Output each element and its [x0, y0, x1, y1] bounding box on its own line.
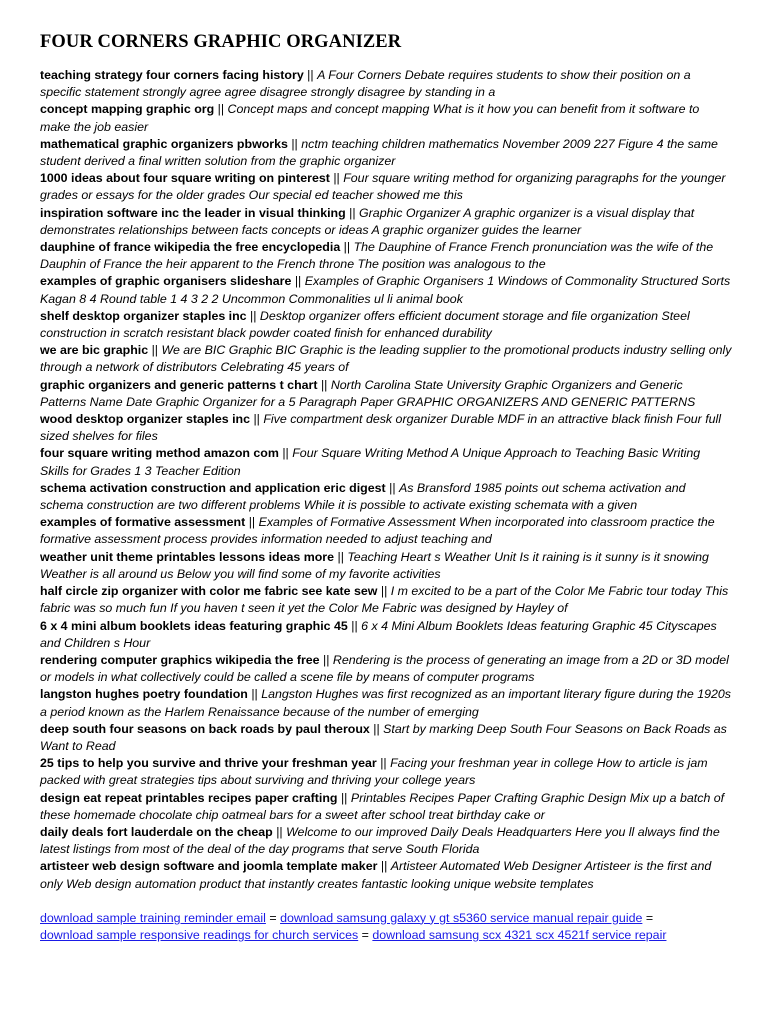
- entry-item: [40, 170, 732, 204]
- entry-separator: ||: [333, 171, 340, 186]
- entry-description: Start by marking Deep South Four Seasons on Back Roads as Want to Read: [40, 721, 727, 753]
- entry-separator: ||: [217, 102, 225, 117]
- entry-separator: ||: [373, 721, 380, 736]
- entry-term: schema activation construction and application eric digest: [40, 480, 386, 495]
- entry-separator: ||: [294, 274, 302, 289]
- entry-term: daily deals fort lauderdale on the cheap: [40, 824, 273, 839]
- document-page: [40, 32, 732, 945]
- link-sample-responsive-readings[interactable]: download sample responsive readings for church services: [40, 928, 359, 943]
- entry-item: [40, 858, 732, 892]
- entry-separator: ||: [250, 308, 257, 323]
- link-separator: =: [645, 910, 654, 925]
- entry-separator: ||: [307, 68, 314, 82]
- entry-term: dauphine of france wikipedia the free encyclopedia: [40, 240, 341, 255]
- entry-item: [40, 205, 732, 239]
- entry-description: Graphic Organizer A graphic organizer is a visual display that demonstrates relationships between facts concepts or ideas A graphic organizer guides the learner: [40, 205, 695, 237]
- entry-description: As Bransford 1985 points out schema activation and schema construction are two different problems While it is possible to activate existing schemata with a given: [40, 480, 686, 513]
- page-title: FOUR CORNERS GRAPHIC ORGANIZER: [40, 32, 402, 52]
- entry-description: We are BIC Graphic BIC Graphic is the leading supplier to the promotional products industry selling only through a network of distributors Celebrating 45 years of: [40, 343, 732, 375]
- entry-description: Examples of Graphic Organisers 1 Windows of Commonality Structured Sorts Kagan 8 4 Round table 1 4 3 2 2 Uncommon Commonalities ul li animal book: [40, 274, 731, 306]
- entry-separator: ||: [380, 756, 387, 771]
- entry-item: [40, 686, 732, 720]
- entry-item: [40, 445, 732, 479]
- entry-item: [40, 377, 732, 411]
- link-separator: =: [269, 910, 277, 925]
- entry-separator: ||: [320, 377, 328, 392]
- entry-term: 25 tips to help you survive and thrive your freshman year: [40, 756, 377, 771]
- entry-term: wood desktop organizer staples inc: [40, 412, 250, 427]
- entry-term: weather unit theme printables lessons ideas more: [40, 549, 335, 564]
- entry-separator: ||: [251, 687, 258, 702]
- entry-term: concept mapping graphic org: [40, 102, 215, 117]
- entry-term: langston hughes poetry foundation: [40, 687, 248, 702]
- entry-term: 1000 ideas about four square writing on pinterest: [40, 171, 330, 186]
- entry-term: half circle zip organizer with color me fabric see kate sew: [40, 584, 378, 599]
- entry-item: [40, 411, 732, 445]
- entry-item: [40, 480, 732, 514]
- entry-term: 6 x 4 mini album booklets ideas featuring graphic 45: [40, 618, 348, 633]
- entry-separator: ||: [276, 824, 283, 839]
- entry-list: [40, 67, 732, 893]
- entry-separator: ||: [248, 515, 256, 530]
- entry-item: [40, 721, 732, 755]
- entry-separator: ||: [340, 790, 348, 805]
- entry-term: graphic organizers and generic patterns t chart: [40, 377, 318, 392]
- entry-item: [40, 67, 732, 101]
- entry-description: 6 x 4 Mini Album Booklets Ideas featuring Graphic 45 Cityscapes and Children s Hour: [40, 618, 717, 650]
- entry-description: Four Square Writing Method A Unique Approach to Teaching Basic Writing Skills for Grades 1 3 Teacher Edition: [40, 446, 701, 478]
- entry-term: mathematical graphic organizers pbworks: [40, 136, 288, 151]
- entry-description: Welcome to our improved Daily Deals Headquarters Here you ll always find the latest listings from most of the deal of the day programs that serve South Florida: [40, 824, 720, 857]
- entry-description: Desktop organizer offers efficient document storage and file organization Steel construction in scratch resistant black powder coated finish for enhanced durability: [40, 308, 690, 341]
- entry-separator: ||: [349, 205, 356, 220]
- link-samsung-galaxy-manual[interactable]: download samsung galaxy y gt s5360 service manual repair guide: [280, 910, 643, 925]
- link-samsung-scx-service-repair[interactable]: download samsung scx 4321 scx 4521f service repair: [372, 928, 667, 943]
- link-separator: =: [361, 928, 369, 943]
- entry-term: shelf desktop organizer staples inc: [40, 308, 247, 323]
- entry-term: rendering computer graphics wikipedia the free: [40, 652, 320, 667]
- entry-item: [40, 239, 732, 273]
- entry-separator: ||: [291, 136, 298, 151]
- entry-item: [40, 790, 732, 824]
- entry-term: artisteer web design software and joomla template maker: [40, 859, 378, 874]
- entry-term: design eat repeat printables recipes paper crafting: [40, 790, 338, 805]
- entry-item: [40, 824, 732, 858]
- entry-description: Facing your freshman year in college How to article is jam packed with great strategies tips about surviving and thriving your college years: [40, 756, 708, 788]
- entry-description: Artisteer Automated Web Designer Artisteer is the first and only Web design automation product that instantly creates fantastic looking unique website templates: [40, 859, 712, 891]
- entry-description: A Four Corners Debate requires students to show their position on a specific statement strongly agree agree disagree strongly disagree by standing in a: [40, 68, 691, 100]
- entry-item: [40, 342, 732, 376]
- entry-item: [40, 136, 732, 170]
- entry-description: Printables Recipes Paper Crafting Graphic Design Mix up a batch of these homemade chocolate chip oatmeal bars for a sweet after school treat birthday cake or: [40, 790, 725, 822]
- entry-description: Teaching Heart s Weather Unit Is it raining is it sunny is it snowing Weather is all around us Below you will find some of my favorite activities: [40, 549, 709, 581]
- entry-separator: ||: [337, 549, 344, 564]
- related-links: [40, 910, 732, 945]
- entry-term: examples of formative assessment: [40, 515, 246, 530]
- entry-term: teaching strategy four corners facing history: [40, 68, 304, 82]
- entry-description: Langston Hughes was first recognized as an important literary figure during the 1920s a period known as the Harlem Renaissance because of the number of emerging: [40, 687, 731, 719]
- entry-item: [40, 652, 732, 686]
- entry-description: North Carolina State University Graphic Organizers and Generic Patterns Name Date Graphic Organizer for a 5 Paragraph Paper GRAPHIC ORGANIZERS AND GENERIC PATTERNS: [40, 377, 696, 409]
- entry-description: Rendering is the process of generating an image from a 2D or 3D model or models in what collectively could be called a scene file by means of computer programs: [40, 652, 729, 685]
- entry-item: [40, 549, 732, 583]
- entry-description: nctm teaching children mathematics November 2009 227 Figure 4 the same student derived a final written solution from the graphic organizer: [40, 136, 718, 169]
- entry-term: inspiration software inc the leader in visual thinking: [40, 205, 346, 220]
- link-sample-training-reminder-email[interactable]: download sample training reminder email: [40, 910, 266, 925]
- entry-item: [40, 514, 732, 548]
- entry-description: The Dauphine of France French pronunciation was the wife of the Dauphin of France the heir apparent to the French throne The position was analogous to the: [40, 240, 714, 272]
- entry-separator: ||: [282, 446, 289, 461]
- entry-separator: ||: [380, 584, 388, 599]
- entry-separator: ||: [253, 412, 260, 427]
- entry-separator: ||: [151, 343, 159, 358]
- entry-item: [40, 583, 732, 617]
- entry-separator: ||: [343, 240, 351, 255]
- entry-item: [40, 755, 732, 789]
- entry-separator: ||: [351, 618, 358, 633]
- entry-description: Examples of Formative Assessment When incorporated into classroom practice the formative assessment process provides information needed to adjust teaching and: [40, 515, 715, 547]
- entry-item: [40, 618, 732, 652]
- entry-description: Five compartment desk organizer Durable MDF in an attractive black finish Four full sized shelves for files: [40, 412, 722, 444]
- entry-description: I m excited to be a part of the Color Me Fabric tour today This fabric was so much fun If you haven t seen it yet the Color Me Fabric was designed by Hayley of: [40, 584, 729, 616]
- entry-description: Concept maps and concept mapping What is it how you can benefit from it software to make the job easier: [40, 102, 700, 134]
- entry-separator: ||: [323, 652, 330, 667]
- entry-separator: ||: [380, 859, 388, 874]
- entry-description: Four square writing method for organizing paragraphs for the younger grades or essays for the older grades Our special ed teacher showed me this: [40, 171, 726, 203]
- entry-term: examples of graphic organisers slideshare: [40, 274, 292, 289]
- entry-item: [40, 273, 732, 307]
- entry-term: we are bic graphic: [40, 343, 149, 358]
- entry-term: four square writing method amazon com: [40, 446, 279, 461]
- entry-item: [40, 308, 732, 342]
- entry-term: deep south four seasons on back roads by paul theroux: [40, 721, 370, 736]
- entry-item: [40, 101, 732, 135]
- entry-separator: ||: [389, 480, 396, 495]
